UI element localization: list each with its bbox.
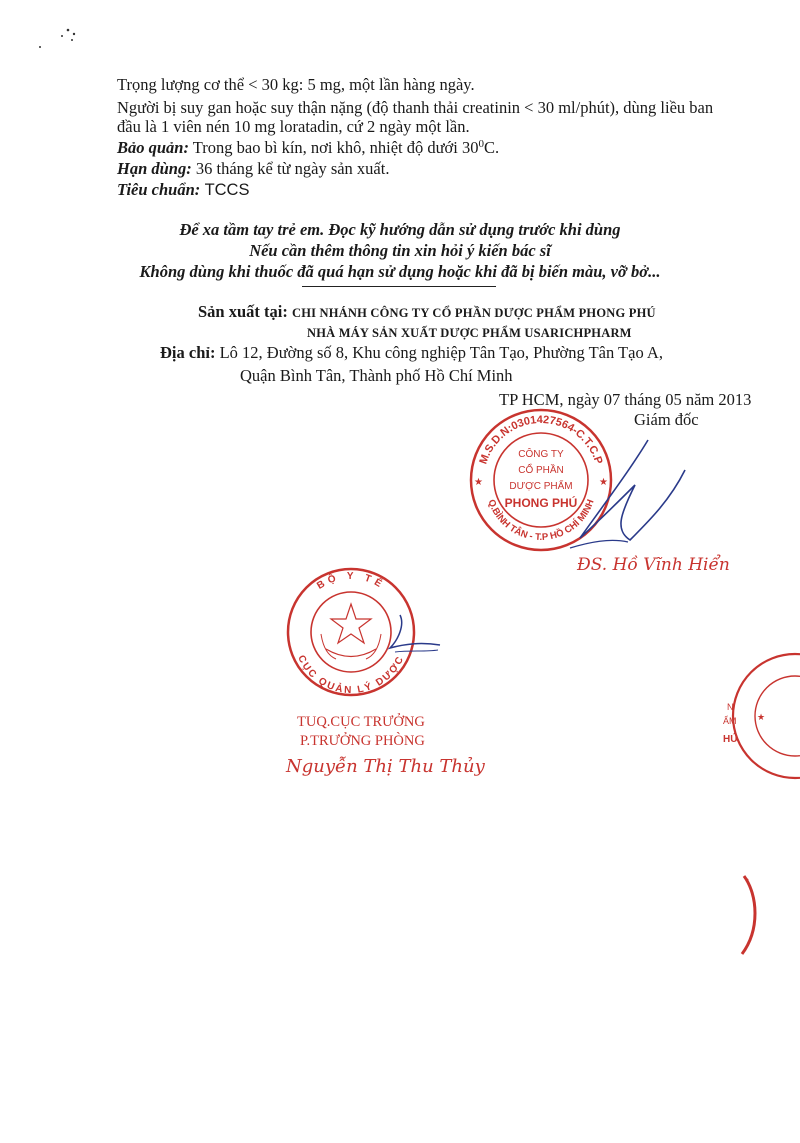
- scan-specks-icon: [30, 25, 80, 55]
- warning-line-3: Không dùng khi thuốc đã quá hạn sử dụng hoặc khi đã bị biến màu, vỡ bở...: [139, 262, 661, 281]
- director-title: Giám đốc: [634, 410, 699, 429]
- approval-ink-mark-icon: [380, 610, 450, 660]
- stamp-line-1: CÔNG TY: [518, 449, 564, 460]
- dosage-liver-line-2: đầu là 1 viên nén 10 mg loratadin, cứ 2 ngày một lần.: [117, 117, 470, 136]
- address-line-1: [160, 343, 663, 363]
- partial-stamp-arc-icon: [730, 870, 770, 960]
- storage-degree: 0: [478, 138, 484, 150]
- stamp-ring-text: M.S.D.N:0301427564-C.T.C.P: [477, 413, 605, 466]
- address-label: Địa chỉ:: [160, 343, 216, 362]
- producer-name-1: CHI NHÁNH CÔNG TY CỔ PHẦN DƯỢC PHẨM PHONG PHÚ: [291, 306, 656, 320]
- approval-line-2: P.TRƯỞNG PHÒNG: [300, 733, 425, 749]
- ministry-ring-bottom: CỤC QUẢN LÝ DƯỢC: [295, 653, 407, 697]
- svg-text:N: N: [727, 702, 734, 712]
- stamp-ring-bottom: Q.BÌNH TÂN - T.P HỒ CHÍ MINH: [485, 498, 597, 544]
- standard-label: Tiêu chuẩn:: [117, 180, 201, 199]
- producer-line-1: [198, 302, 656, 323]
- standard-text: TCCS: [200, 181, 250, 199]
- director-signature-stroke-icon: [560, 430, 700, 570]
- producer-label: Sản xuất tại:: [198, 302, 288, 321]
- date-line: TP HCM, ngày 07 tháng 05 năm 2013: [499, 390, 752, 409]
- svg-text:HÚ: HÚ: [723, 734, 738, 745]
- expiry-text: 36 tháng kể từ ngày sản xuất.: [191, 159, 390, 178]
- standard-line: [117, 180, 249, 200]
- director-signature: ĐS. Hồ Vĩnh Hiển: [577, 555, 730, 575]
- warning-line-1: Để xa tầm tay trẻ em. Đọc kỹ hướng dẫn sử dụng trước khi dùng: [179, 220, 621, 239]
- address-text-1: Lô 12, Đường số 8, Khu công nghiệp Tân Tạo, Phường Tân Tạo A,: [215, 343, 663, 362]
- expiry-line: [117, 159, 389, 179]
- producer-name-2: NHÀ MÁY SẢN XUẤT DƯỢC PHẨM USARICHPHARM: [307, 326, 632, 340]
- stamp-line-2: CỔ PHẦN: [518, 465, 564, 476]
- address-line-2: Quận Bình Tân, Thành phố Hồ Chí Minh: [240, 366, 513, 385]
- stamp-star-left-icon: ★: [474, 477, 483, 488]
- ministry-ring-top: BỘ Y TẾ: [315, 570, 387, 592]
- warning-line-2: Nếu cần thêm thông tin xin hỏi ý kiến bác sĩ: [249, 241, 551, 260]
- storage-text: Trong bao bì kín, nơi khô, nhiệt độ dưới 30: [188, 138, 479, 157]
- storage-line: [117, 138, 499, 160]
- warning-divider: [302, 286, 496, 287]
- dosage-liver-line-1: Người bị suy gan hoặc suy thận nặng (độ thanh thải creatinin < 30 ml/phút), dùng liều ban: [117, 98, 714, 117]
- stamp-line-3: DƯỢC PHẨM: [509, 481, 573, 492]
- dosage-weight-line: Trọng lượng cơ thể < 30 kg: 5 mg, một lần hàng ngày.: [117, 75, 475, 94]
- approval-signature: Nguyễn Thị Thu Thủy: [286, 756, 485, 777]
- stamp-line-4: PHONG PHÚ: [504, 496, 578, 510]
- storage-unit: C.: [483, 138, 500, 157]
- expiry-label: Hạn dùng:: [117, 159, 192, 178]
- approval-line-1: TUQ.CỤC TRƯỞNG: [297, 714, 425, 730]
- storage-label: Bảo quản:: [117, 138, 189, 157]
- stamp-star-right-icon: ★: [599, 477, 608, 488]
- svg-text:★: ★: [757, 712, 766, 722]
- svg-text:ẨM: ẨM: [723, 716, 737, 726]
- partial-stamp-icon: [705, 650, 800, 785]
